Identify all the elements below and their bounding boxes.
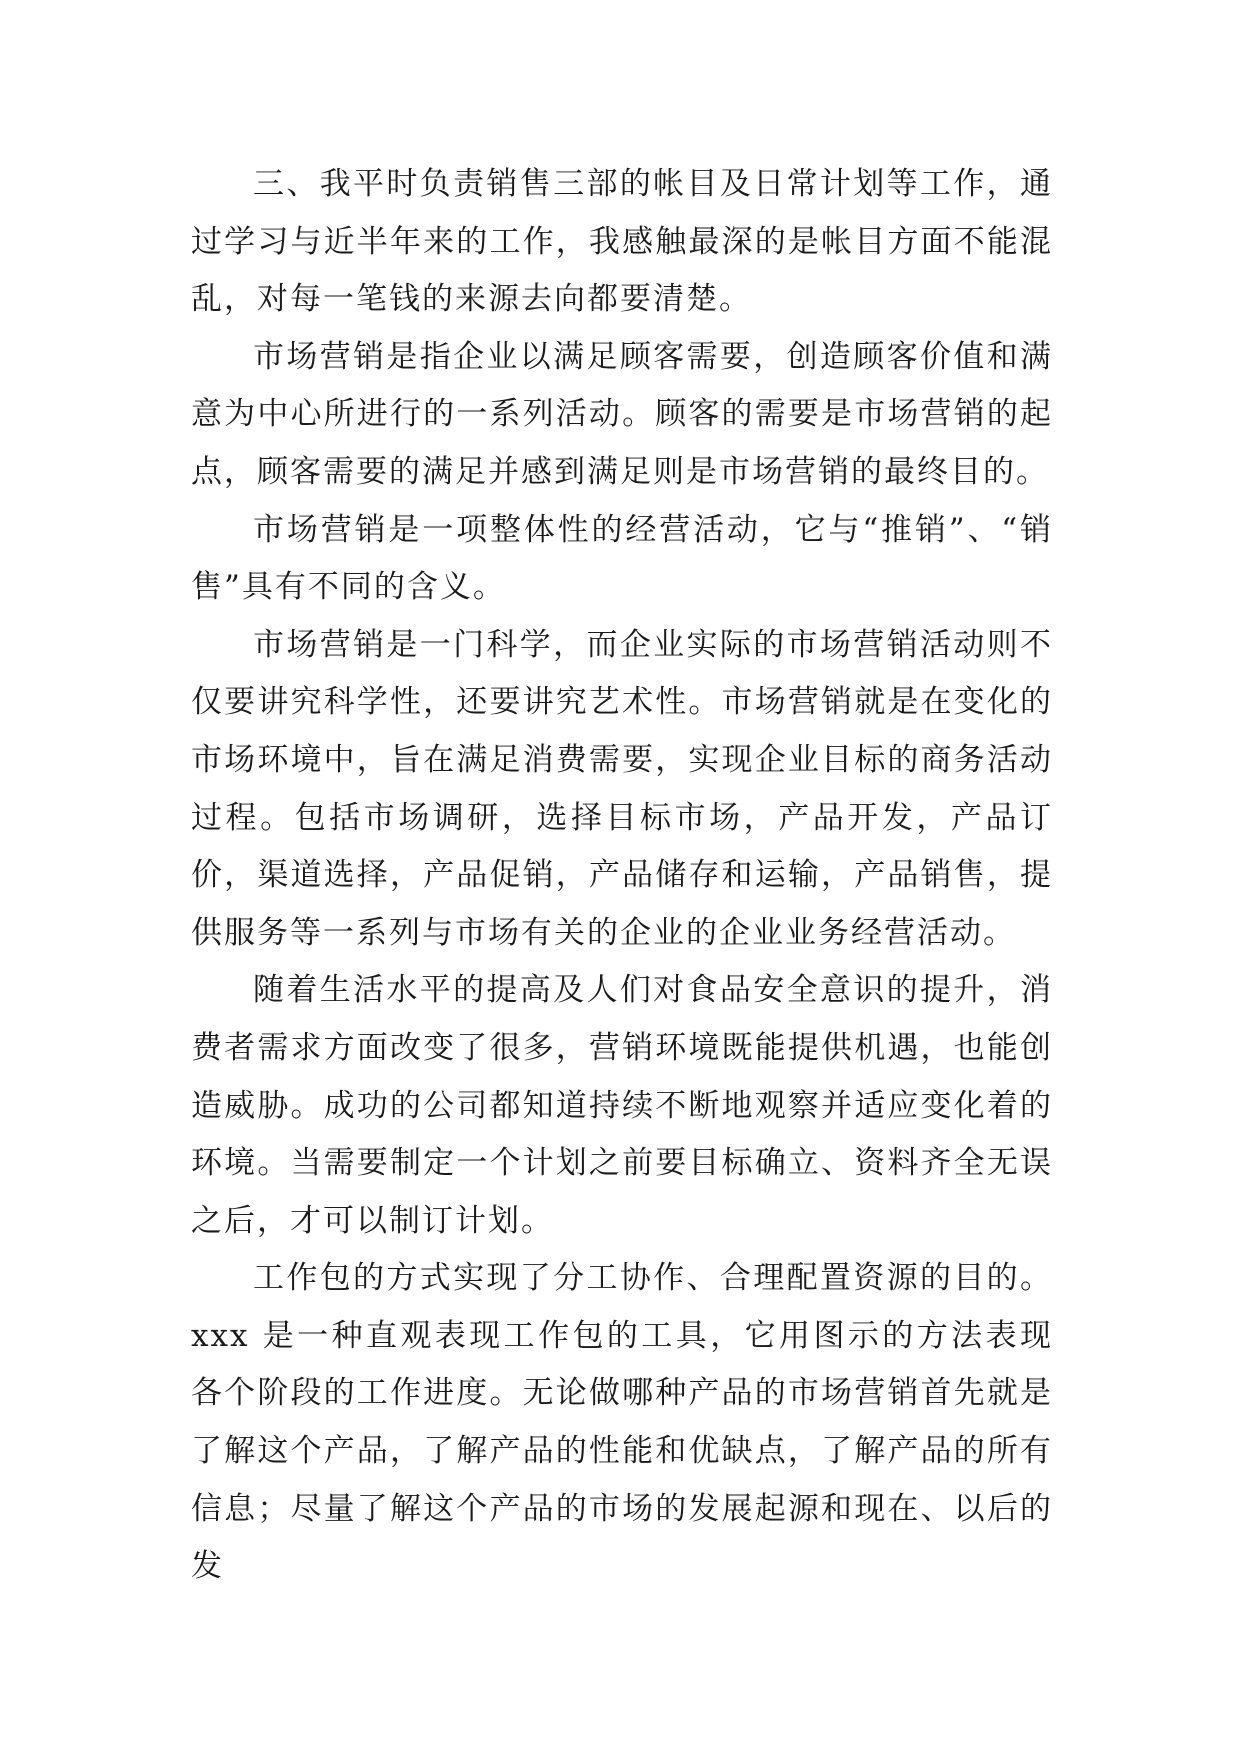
paragraph-marketing-definition: 市场营销是指企业以满足顾客需要，创造顾客价值和满意为中心所进行的一系列活动。顾客的需要是市场营销的起点，顾客需要的满足并感到满足则是市场营销的最终目的。 [191,338,1053,490]
paragraph-work-package: 工作包的方式实现了分工协作、合理配置资源的目的。xxx 是一种直观表现工作包的工具，它用图示的方法表现各个阶段的工作进度。无论做哪种产品的市场营销首先就是了解这个产品，了解产品的性能和优缺点，了解产品的所有信息；尽量了解这个产品的市场的发展起源和现在、以后的发 [191,1260,1053,1585]
paragraph-consumer-demand: 随着生活水平的提高及人们对食品安全意识的提升，消费者需求方面改变了很多，营销环境既能提供机遇，也能创造威胁。成功的公司都知道持续不断地观察并适应变化着的环境。当需要制定一个计划之前要目标确立、资料齐全无误之后，才可以制订计划。 [191,972,1053,1239]
paragraph-account-work: 三、我平时负责销售三部的帐目及日常计划等工作，通过学习与近半年来的工作，我感触最深的是帐目方面不能混乱，对每一笔钱的来源去向都要清楚。 [191,166,1053,318]
paragraph-marketing-overall: 市场营销是一项整体性的经营活动，它与“推销”、“销售”具有不同的含义。 [191,511,1053,606]
document-body [191,156,1053,1596]
paragraph-marketing-science: 市场营销是一门科学，而企业实际的市场营销活动则不仅要讲究科学性，还要讲究艺术性。市场营销就是在变化的市场环境中，旨在满足消费需要，实现企业目标的商务活动过程。包括市场调研，选择目标市场，产品开发，产品订价，渠道选择，产品促销，产品储存和运输，产品销售，提供服务等一系列与市场有关的企业的企业业务经营活动。 [191,626,1053,951]
